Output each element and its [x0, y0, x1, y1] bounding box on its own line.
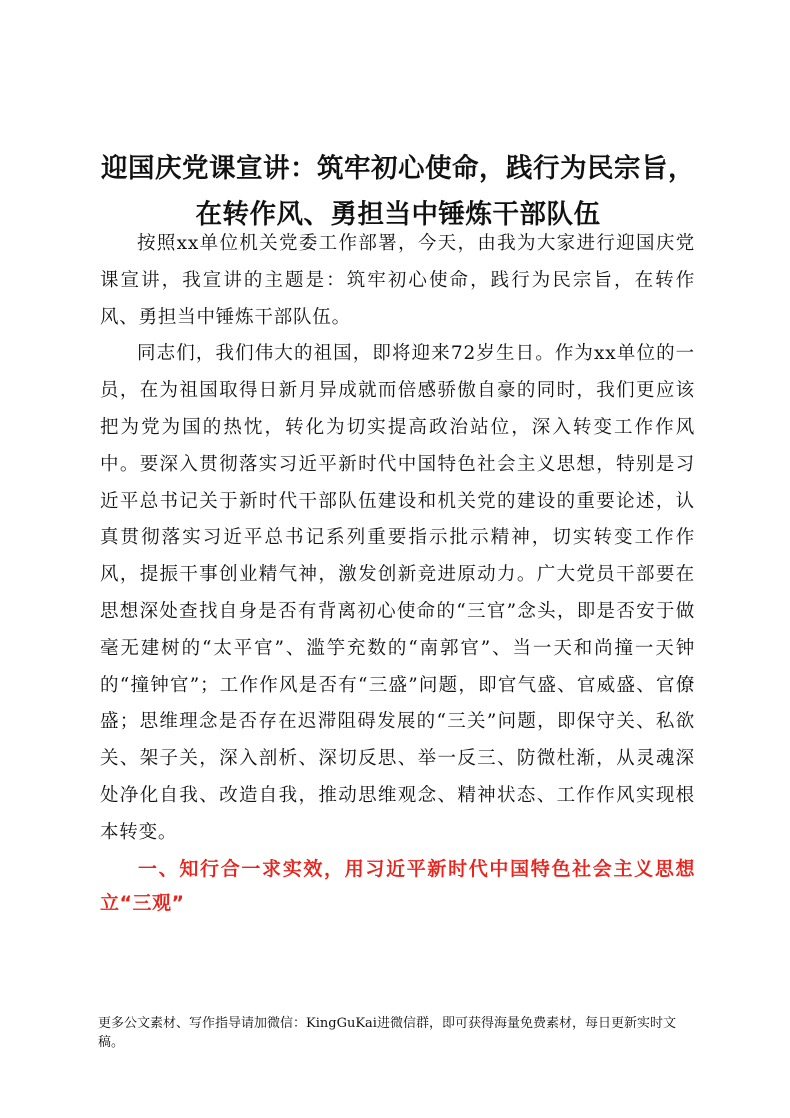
paragraph-intro: 按照xx单位机关党委工作部署，今天，由我为大家进行迎国庆党课宣讲，我宣讲的主题是：筑牢初心使命，践行为民宗旨，在转作风、勇担当中锤炼干部队伍。	[100, 233, 695, 328]
footer-note: 更多公文素材、写作指导请加微信：KingGuKai进微信群，即可获得海量免费素材，每日更新实时文稿。	[98, 1016, 676, 1050]
section-heading: 一、知行合一求实效，用习近平新时代中国特色社会主义思想立“三观”	[100, 857, 695, 914]
paragraph-main: 同志们，我们伟大的祖国，即将迎来72岁生日。作为xx单位的一员，在为祖国取得日新月异成就而倍感骄傲自豪的同时，我们更应该把为党为国的热忱，转化为切实提高政治站位，深入转变工作作风中。要深入贯彻落实习近平新时代中国特色社会主义思想，特别是习近平总书记关于新时代干部队伍建设和机关党的建设的重要论述，认真贯彻落实习近平总书记系列重要指示批示精神，切实转变工作作风，提振干事创业精气神，激发创新竞进原动力。广大党员干部要在思想深处查找自身是否有背离初心使命的“三官”念头，即是否安于做毫无建树的“太平官”、滥竽充数的“南郭官”、当一天和尚撞一天钟的“撞钟官”；工作作风是否有“三盛”问题，即官气盛、官威盛、官僚盛；思维理念是否存在迟滞阻碍发展的“三关”问题，即保守关、私欲关、架子关，深入剖析、深切反思、举一反三、防微杜渐，从灵魂深处净化自我、改造自我，推动思维观念、精神状态、工作作风实现根本转变。	[100, 343, 695, 843]
document-body	[100, 226, 695, 920]
document-title: 迎国庆党课宣讲：筑牢初心使命，践行为民宗旨，在转作风、勇担当中锤炼干部队伍	[101, 153, 695, 230]
